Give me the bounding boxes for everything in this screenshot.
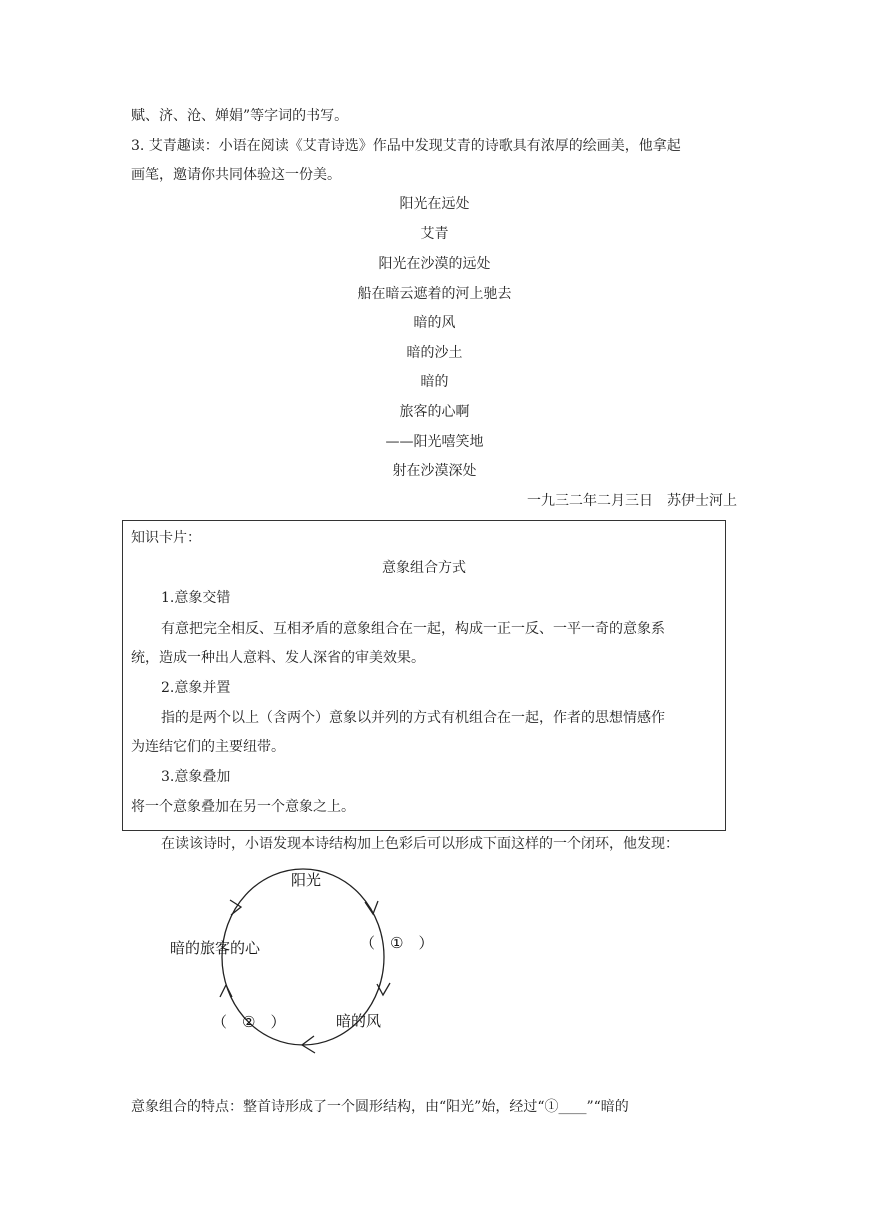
card-label: 知识卡片： [131,530,201,546]
poem-title: 阳光在远处 [399,196,470,212]
continued-text-line: 赋、济、沧、婵娟”等字词的书写。 [131,108,349,124]
diagram-intro: 在读该诗时，小语发现本诗结构加上色彩后可以形成下面这样的一个闭环，他发现： [161,836,679,852]
feature-sentence: 意象组合的特点：整首诗形成了一个圆形结构，由“阳光”始，经过“①____”“暗的 [131,1099,629,1115]
diagram-label-bottom-right: 暗的风 [336,1012,382,1030]
poem-line: 旅客的心啊 [399,404,470,420]
diagram-label-top: 阳光 [291,871,322,889]
question-3-line-1: 3. 艾青趣读：小语在阅读《艾青诗选》作品中发现艾青的诗歌具有浓厚的绘画美，他拿起 [131,138,681,154]
card-item-3-body: 将一个意象叠加在另一个意象之上。 [131,799,355,815]
poem-line: 暗的风 [413,315,456,331]
diagram-blank-1: （ ① ） [360,934,434,952]
card-title: 意象组合方式 [382,560,466,576]
question-3-line-2: 画笔，邀请你共同体验这一份美。 [131,167,341,183]
card-item-2-heading: 2.意象并置 [161,680,231,696]
poem-line: 暗的沙土 [406,345,463,361]
poem-line: 暗的 [420,374,449,390]
poem-date-place: 一九三二年二月三日 苏伊士河上 [527,493,737,509]
card-item-2-body: 指的是两个以上（含两个）意象以并列的方式有机组合在一起，作者的思想情感作 [161,710,665,726]
cycle-diagram [140,855,460,1065]
card-item-1-body: 统，造成一种出人意料、发人深省的审美效果。 [131,650,425,666]
card-item-3-heading: 3.意象叠加 [161,769,231,785]
card-item-2-body: 为连结它们的主要纽带。 [131,739,285,755]
card-item-1-heading: 1.意象交错 [161,590,231,606]
card-item-1-body: 有意把完全相反、互相矛盾的意象组合在一起，构成一正一反、一平一奇的意象系 [161,621,665,637]
diagram-blank-2: （ ② ） [212,1013,286,1031]
poem-line: 船在暗云遮着的河上驰去 [357,286,512,302]
diagram-label-left: 暗的旅客的心 [170,939,261,957]
poem-line: 射在沙漠深处 [392,463,477,479]
poem-line: 阳光在沙漠的远处 [378,256,491,272]
poem-line: ——阳光嘻笑地 [385,434,484,450]
poem-author: 艾青 [420,226,449,242]
